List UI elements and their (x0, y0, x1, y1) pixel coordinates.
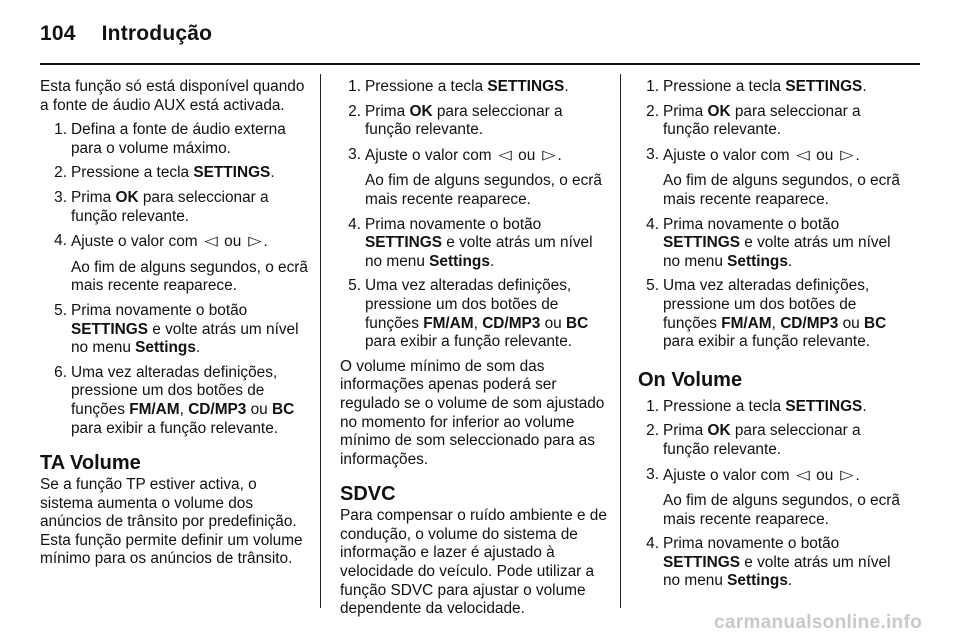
body-paragraph: O volume mínimo de som das informações apenas poderá ser regulado se o volume de som ajustado no momento for inferior ao volume mínimo de som seleccionado para as informações. (340, 357, 605, 468)
step-text: Pressione a tecla (71, 164, 194, 182)
step-text: . (557, 146, 562, 164)
list-item (639, 78, 906, 97)
step-number: 3. (54, 188, 67, 206)
menu-name: Settings (727, 572, 788, 590)
step-text: para exibir a função relevante. (71, 419, 279, 437)
step-text: Prima novamente o botão (663, 215, 840, 233)
step-text: e volte atrás um nível no menu (663, 553, 891, 590)
step-text: , (771, 314, 781, 332)
left-arrow-icon: ◁ (796, 466, 810, 482)
list-item (639, 466, 906, 530)
column-3 (638, 78, 906, 597)
step-text: . (787, 252, 793, 270)
key-name: SETTINGS (365, 234, 442, 252)
step-text: . (564, 78, 569, 95)
step-number: 3. (646, 465, 659, 483)
step-text: . (855, 146, 860, 164)
list-item (639, 216, 906, 272)
step-number: 3. (348, 145, 361, 163)
step-text: Pressione a tecla (365, 78, 488, 95)
step-text: ou (246, 400, 273, 418)
step-number: 4. (348, 215, 361, 233)
key-name: CD/MP3 (780, 314, 839, 332)
step-text: ou (811, 466, 838, 484)
list-item (341, 103, 608, 140)
steps-list (638, 398, 906, 591)
step-text: ou (838, 314, 865, 332)
step-text: para seleccionar a função relevante. (663, 422, 861, 458)
left-arrow-icon: ◁ (796, 146, 810, 162)
step-text: para seleccionar a função relevante. (663, 102, 861, 139)
step-text: . (263, 233, 268, 251)
step-text: Pressione a tecla (663, 78, 786, 95)
list-item (47, 189, 308, 226)
key-name: FM/AM (721, 314, 772, 332)
list-item (47, 121, 308, 158)
step-text: Uma vez alteradas definições, pressione um dos botões de funções (663, 277, 870, 332)
menu-name: Settings (429, 252, 490, 270)
body-paragraph: Se a função TP estiver activa, o sistema aumenta o volume dos anúncios de trânsito por predefinição. Esta função permite definir um volume mínimo para os anúncios de trânsito. (40, 476, 303, 568)
left-arrow-icon: ◁ (204, 233, 218, 249)
body-paragraph: Para compensar o ruído ambiente e de condução, o volume do sistema de informação e lazer é ajustado à velocidade do veículo. Pode utilizar a função SDVC para ajustar o volume dependente da velocidade. (340, 507, 607, 618)
step-text: para seleccionar a função relevante. (365, 102, 563, 139)
key-name: SETTINGS (663, 553, 740, 571)
list-item (341, 78, 608, 97)
step-number: 5. (348, 277, 361, 295)
page-number: 104 (40, 22, 76, 45)
column-divider (620, 74, 621, 608)
step-number: 2. (646, 422, 659, 440)
key-name: OK (707, 422, 731, 440)
step-text: Prima (71, 188, 116, 206)
step-note: Ao fim de alguns segundos, o ecrã mais recente reaparece. (71, 258, 308, 295)
steps-list (40, 121, 308, 438)
key-name: SETTINGS (785, 78, 863, 95)
key-name: OK (115, 188, 139, 206)
right-arrow-icon: ▷ (839, 466, 854, 482)
list-item (639, 422, 906, 459)
step-number: 4. (54, 232, 67, 250)
list-item (47, 232, 308, 296)
step-text: Pressione a tecla (663, 397, 786, 415)
key-name: CD/MP3 (188, 400, 247, 418)
key-name: SETTINGS (71, 320, 148, 338)
list-item (639, 103, 906, 140)
step-text: para seleccionar a função relevante. (71, 188, 269, 225)
column-1 (40, 78, 308, 569)
step-number: 1. (348, 78, 361, 95)
step-text: Ajuste o valor com (663, 146, 794, 164)
step-number: 1. (646, 78, 659, 95)
intro-paragraph: Esta função só está disponível quando a fonte de áudio AUX está activada. (40, 78, 305, 114)
list-item (47, 302, 308, 358)
step-text: Prima novamente o botão (365, 215, 542, 233)
key-name: CD/MP3 (482, 314, 541, 332)
menu-name: Settings (135, 339, 196, 357)
right-arrow-icon: ▷ (541, 146, 556, 162)
step-text: Prima (663, 422, 708, 440)
menu-name: Settings (727, 252, 788, 270)
key-name: BC (566, 314, 589, 332)
steps-list (638, 78, 906, 352)
steps-list (340, 78, 608, 352)
list-item (341, 216, 608, 272)
step-number: 6. (54, 363, 67, 381)
column-2 (340, 78, 608, 619)
list-item (639, 146, 906, 210)
step-text: . (862, 397, 867, 415)
step-text: e volte atrás um nível no menu (71, 320, 299, 357)
key-name: SETTINGS (785, 397, 863, 415)
step-text: Uma vez alteradas definições, pressione um dos botões de funções (365, 277, 572, 332)
step-text: . (862, 78, 867, 95)
step-note: Ao fim de alguns segundos, o ecrã mais recente reaparece. (663, 492, 900, 528)
step-number: 2. (54, 164, 67, 182)
step-text: . (195, 339, 201, 357)
list-item (47, 364, 308, 438)
step-text: ou (219, 233, 246, 251)
step-number: 4. (646, 535, 659, 553)
column-divider (320, 74, 321, 608)
key-name: SETTINGS (487, 78, 565, 95)
right-arrow-icon: ▷ (839, 146, 854, 162)
step-text: Prima novamente o botão (663, 535, 840, 553)
list-item (341, 277, 608, 351)
section-heading: On Volume (638, 368, 743, 391)
list-item (639, 277, 906, 351)
step-text: Prima novamente o botão (71, 301, 248, 319)
step-text: Ajuste o valor com (663, 466, 794, 484)
step-text: Prima (663, 102, 708, 120)
step-number: 3. (646, 145, 659, 163)
key-name: SETTINGS (663, 234, 740, 252)
section-heading: TA Volume (40, 452, 141, 475)
step-text: Defina a fonte de áudio externa para o volume máximo. (71, 121, 286, 157)
step-text: . (489, 252, 495, 270)
key-name: FM/AM (423, 314, 474, 332)
page-header (40, 16, 212, 52)
step-text: Ajuste o valor com (71, 233, 202, 251)
step-text: e volte atrás um nível no menu (365, 234, 593, 270)
step-text: . (270, 164, 275, 182)
step-text: para exibir a função relevante. (365, 333, 573, 351)
step-number: 5. (54, 301, 67, 319)
list-item (341, 146, 608, 210)
watermark: carmanualsonline.info (714, 612, 922, 633)
right-arrow-icon: ▷ (247, 233, 262, 249)
step-text: Ajuste o valor com (365, 146, 496, 164)
key-name: OK (707, 102, 731, 120)
key-name: FM/AM (129, 400, 180, 418)
step-note: Ao fim de alguns segundos, o ecrã mais recente reaparece. (663, 172, 900, 208)
step-text: . (855, 466, 860, 484)
step-text: Prima (365, 102, 410, 120)
left-arrow-icon: ◁ (498, 146, 512, 162)
step-number: 2. (348, 102, 361, 120)
section-heading: SDVC (340, 483, 396, 506)
step-text: . (787, 572, 793, 590)
step-text: ou (811, 146, 838, 164)
section-title: Introdução (101, 22, 213, 45)
step-text: ou (540, 314, 567, 332)
list-item (639, 398, 906, 417)
step-number: 1. (54, 121, 67, 139)
step-text: para exibir a função relevante. (663, 333, 871, 351)
list-item (47, 164, 308, 183)
step-number: 4. (646, 215, 659, 233)
step-number: 5. (646, 277, 659, 295)
step-number: 2. (646, 102, 659, 120)
key-name: BC (864, 314, 887, 332)
list-item (639, 535, 906, 591)
step-number: 1. (646, 397, 659, 415)
step-text: ou (513, 146, 540, 164)
step-text: , (473, 314, 483, 332)
step-text: , (179, 400, 189, 418)
step-text: Uma vez alteradas definições, pressione um dos botões de funções (71, 363, 278, 418)
step-note: Ao fim de alguns segundos, o ecrã mais recente reaparece. (365, 172, 602, 208)
key-name: BC (272, 400, 295, 418)
header-rule (40, 63, 920, 65)
key-name: SETTINGS (193, 164, 271, 182)
step-text: e volte atrás um nível no menu (663, 234, 891, 270)
key-name: OK (409, 102, 433, 120)
